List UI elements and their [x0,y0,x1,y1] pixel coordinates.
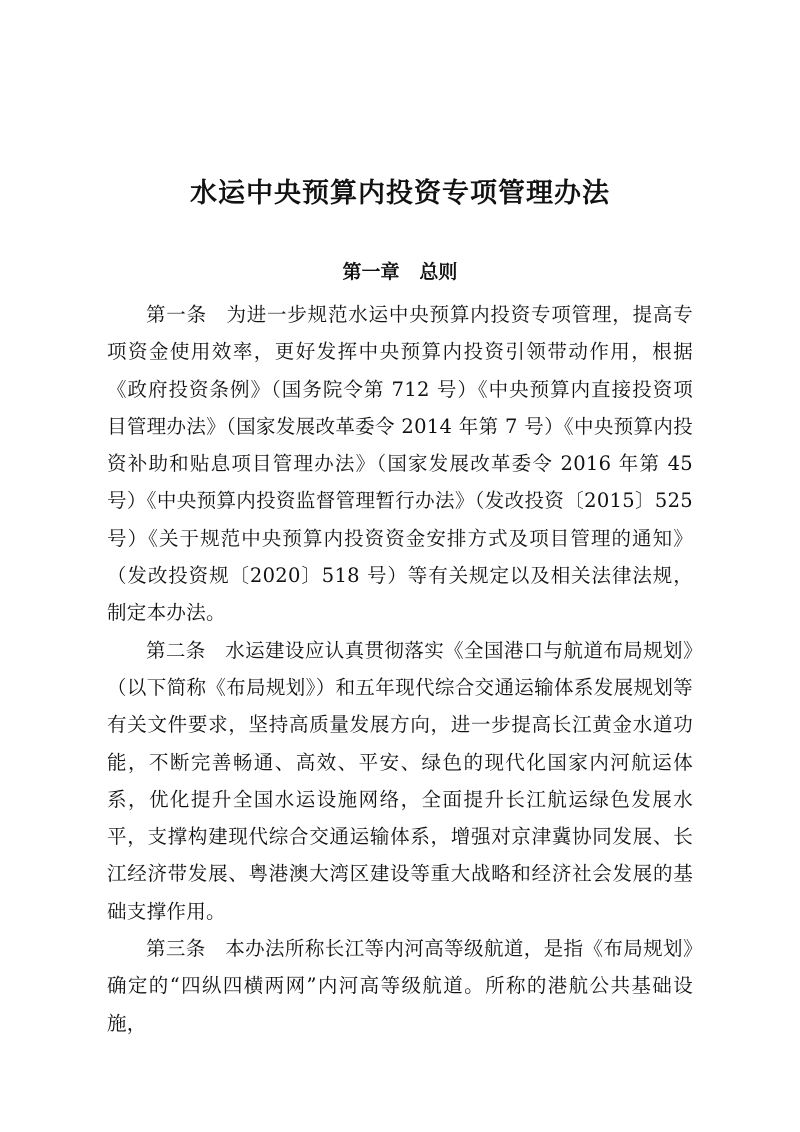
article-number: 第二条 [146,638,206,662]
article-text: 水运建设应认真贯彻落实《全国港口与航道布局规划》（以下简称《布局规划》）和五年现代综合交通运输体系发展规划等有关文件要求，坚持高质量发展方向，进一步提高长江黄金水道功能，不断完善畅通、高效、平安、绿色的现代化国家内河航运体系，优化提升全国水运设施网络，全面提升长江航运绿色发展水平，支撑构建现代综合交通运输体系，增强对京津冀协同发展、长江经济带发展、粤港澳大湾区建设等重大战略和经济社会发展的基础支撑作用。 [107,638,694,923]
document-body [107,296,693,1042]
article-paragraph [107,930,693,1042]
article-text: 为进一步规范水运中央预算内投资专项管理，提高专项资金使用效率，更好发挥中央预算内投资引领带动作用，根据《政府投资条例》（国务院令第 712 号）《中央预算内直接投资项目管理办法》（国家发展改革委令 2014 年第 7 号）《中央预算内投资补助和贴息项目管理办法》（国家发展改革委令 2016 年第 45 号）《中央预算内投资监督管理暂行办法》（发改投资〔2015〕525 号）《关于规范中央预算内投资资金安排方式及项目管理的通知》（发改投资规〔2020〕518 号）等有关规定以及相关法律法规，制定本办法。 [107,303,694,625]
article-paragraph [107,296,693,632]
article-number: 第三条 [146,937,206,961]
article-paragraph [107,632,693,930]
chapter-heading [0,256,800,288]
chapter-name: 总则 [419,261,458,283]
article-text: 本办法所称长江等内河高等级航道，是指《布局规划》确定的“四纵四横两网”内河高等级航道。所称的港航公共基础设施， [107,937,694,1035]
document-title: 水运中央预算内投资专项管理办法 [190,178,610,209]
chapter-label: 第一章 [342,261,400,283]
article-number: 第一条 [146,303,207,326]
